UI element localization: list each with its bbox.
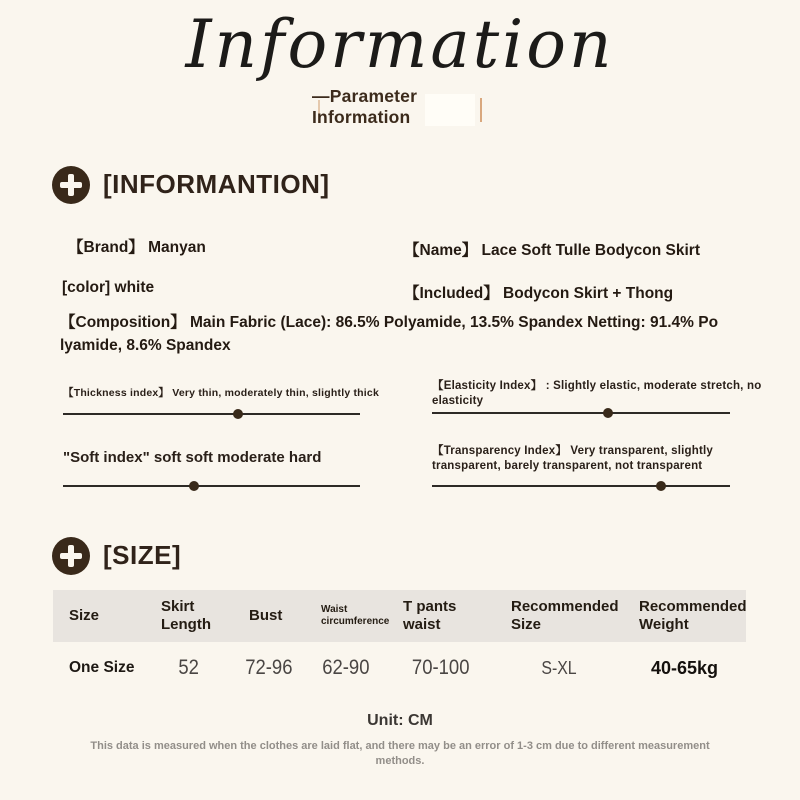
plus-icon	[52, 537, 90, 575]
size-table	[53, 590, 746, 688]
subtitle-line-2: Information	[312, 107, 411, 127]
soft-index-label: "Soft index" soft soft moderate hard	[63, 449, 322, 466]
elasticity-index-slider	[432, 412, 730, 414]
header-bust: Bust	[249, 607, 283, 624]
header-recommended-weight: Recommended Weight	[639, 598, 747, 633]
subtitle-highlight-box	[425, 94, 475, 126]
soft-index-dot	[189, 481, 199, 491]
transparency-index-dot	[656, 481, 666, 491]
header-size: Size	[69, 607, 100, 624]
thickness-index-slider	[63, 413, 360, 415]
plus-icon-bar-v	[68, 174, 75, 196]
size-table-header-row	[53, 590, 746, 642]
table-row	[53, 648, 746, 688]
cell-waist-circumference: 62-90	[322, 656, 370, 679]
unit-label: Unit: CM	[367, 712, 433, 729]
subtitle-right-tick	[480, 98, 482, 122]
color-field: [color] white	[62, 279, 155, 296]
transparency-index-slider	[432, 485, 730, 487]
brand-field: 【Brand】 Manyan	[68, 239, 206, 256]
cell-size: One Size	[69, 659, 135, 676]
transparency-index-label: 【Transparency Index】 Very transparent, slightly transparent, barely transparent, not transparent	[432, 445, 714, 472]
cell-skirt-length: 52	[178, 656, 200, 679]
subtitle-line-1: —Parameter	[312, 86, 418, 106]
included-field: 【Included】 Bodycon Skirt + Thong	[404, 285, 674, 302]
cell-bust: 72-96	[245, 656, 293, 679]
soft-index	[63, 449, 360, 466]
composition-field: 【Composition】 Main Fabric (Lace): 86.5% Polyamide, 13.5% Spandex Netting: 91.4% Polyamide, 8.6% Spandex	[60, 314, 719, 354]
elasticity-index-dot	[603, 408, 613, 418]
soft-index-slider	[63, 485, 360, 487]
cell-recommended-size: S-XL	[541, 657, 577, 678]
header-recommended-size: Recommended Size	[511, 598, 619, 633]
cell-recommended-weight: 40-65kg	[650, 657, 719, 678]
header-skirt-length: Skirt Length	[161, 598, 211, 633]
plus-icon-bar-v	[68, 545, 75, 567]
header-t-pants-waist: T pants waist	[403, 598, 457, 633]
plus-icon	[52, 166, 90, 204]
cell-t-pants-waist: 70-100	[412, 656, 470, 679]
script-title: Information	[185, 6, 615, 83]
subtitle	[312, 86, 417, 128]
thickness-index-label: 【Thickness index】 Very thin, moderately thin, slightly thick	[63, 387, 379, 399]
thickness-index	[63, 385, 379, 400]
elasticity-index-label: 【Elasticity Index】 : Slightly elastic, moderate stretch, no elasticity	[432, 380, 762, 407]
section-title-size: [SIZE]	[103, 540, 182, 570]
name-field: 【Name】 Lace Soft Tulle Bodycon Skirt	[404, 242, 700, 259]
elasticity-index	[432, 379, 762, 408]
transparency-index	[432, 444, 764, 473]
header-waist-circumference: Waist circumference	[321, 604, 390, 627]
thickness-index-dot	[233, 409, 243, 419]
measurement-note: This data is measured when the clothes are laid flat, and there may be an error of 1-3 cm due to different measurement methods.	[90, 740, 710, 767]
section-title-information: [INFORMANTION]	[103, 169, 330, 199]
